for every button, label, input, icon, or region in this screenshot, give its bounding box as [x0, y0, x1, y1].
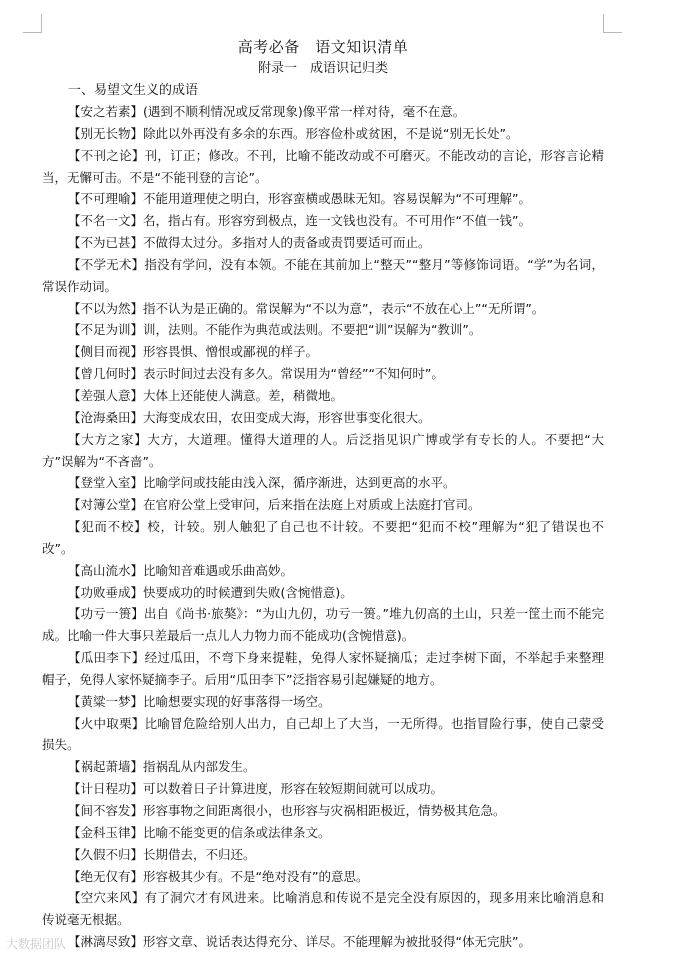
crop-mark-top-right: [603, 14, 622, 33]
idiom-entry: 【侧目而视】形容畏惧、憎恨或鄙视的样子。: [68, 344, 319, 360]
idiom-entry: 【空穴来风】有了洞穴才有风进来。比喻消息和传说不是完全没有原因的，现多用来比喻消息和传说毫无根据。: [42, 890, 604, 928]
idiom-entry: 【黄粱一梦】比喻想要实现的好事落得一场空。: [68, 693, 331, 709]
idiom-entry: 【不可理喻】不能用道理使之明白，形容蛮横或愚昧无知。容易误解为“不可理解”。: [68, 191, 531, 207]
idiom-entry: 【对簿公堂】在官府公堂上受审问，后来指在法庭上对质或上法庭打官司。: [68, 497, 481, 513]
idiom-entry: 【不刊之论】刊，订正；修改。不刊，比喻不能改动或不可磨灭。不能改动的言论，形容言论精当，无懈可击。不是“不能刊登的言论”。: [42, 147, 604, 185]
idiom-entry: 【祸起萧墙】指祸乱从内部发生。: [68, 759, 256, 775]
crop-mark-top-left: [23, 14, 42, 33]
idiom-entry: 【不以为然】指不认为是正确的。常误解为“不以为意”，表示“不放在心上”“无所谓”。: [68, 300, 545, 316]
idiom-entry: 【高山流水】比喻知音难遇或乐曲高妙。: [68, 562, 294, 578]
idiom-entry: 【金科玉律】比喻不能变更的信条或法律条文。: [68, 824, 331, 840]
idiom-entry: 【瓜田李下】经过瓜田，不弯下身来提鞋，免得人家怀疑摘瓜；走过李树下面，不举起手来整理帽子，免得人家怀疑摘李子。后用“瓜田李下”泛指容易引起嫌疑的地方。: [42, 650, 604, 687]
document-page: [42, 36, 604, 953]
watermark: 大数据团队: [6, 937, 67, 951]
idiom-entry: 【间不容发】形容事物之间距离很小，也形容与灾祸相距极近，情势极其危急。: [68, 803, 506, 818]
section-heading: 一、易望文生义的成语: [68, 83, 199, 98]
document-subtitle: 附录一 成语识记归类: [257, 61, 388, 76]
idiom-entry: 【功亏一篑】出自《尚书·旅獒》：“为山九仞，功亏一篑。”堆九仞高的土山，只差一筐土而不能完成。比喻一件大事只差最后一点儿人力物力而不能成功(含惋惜意)。: [42, 606, 604, 644]
idiom-entry: 【犯而不校】校，计较。别人触犯了自己也不计较。不要把“犯而不校”理解为“犯了错误也不改”。: [42, 519, 604, 556]
idiom-entry: 【计日程功】可以数着日子计算进度，形容在较短期间就可以成功。: [68, 781, 444, 797]
idiom-entry: 【不名一文】名，指占有。形容穷到极点，连一文钱也没有。不可用作“不值一钱”。: [68, 213, 531, 229]
idiom-entry: 【安之若素】(遇到不顺利情况或反常现象)像平常一样对待，毫不在意。: [68, 104, 466, 119]
idiom-entry: 【曾几何时】表示时间过去没有多久。常误用为“曾经”“不知何时”。: [68, 366, 444, 382]
idiom-entry: 【登堂入室】比喻学问或技能由浅入深，循序渐进，达到更高的水平。: [68, 475, 456, 491]
document-title: 高考必备 语文知识清单: [237, 38, 409, 56]
idiom-entry: 【久假不归】长期借去，不归还。: [68, 846, 256, 862]
idiom-entry: 【火中取栗】比喻冒危险给别人出力，自己却上了大当，一无所得。也指冒险行事，使自己蒙受损失。: [42, 715, 604, 753]
idiom-entry: 【不学无术】指没有学问，没有本领。不能在其前加上“整天”“整月”等修饰词语。“学”为名词，常误作动词。: [42, 256, 604, 294]
idiom-entry: 【淋漓尽致】形容文章、说话表达得充分、详尽。不能理解为被批驳得“体无完肤”。: [68, 934, 531, 950]
idiom-entry: 【不为已甚】不做得太过分。多指对人的责备或责罚要适可而止。: [68, 235, 431, 251]
idiom-entry: 【不足为训】训，法则。不能作为典范或法则。不要把“训”误解为“教训”。: [68, 322, 482, 338]
idiom-entry: 【沧海桑田】大海变成农田，农田变成大海，形容世事变化很大。: [68, 409, 431, 425]
idiom-entry: 【别无长物】除此以外再没有多余的东西。形容俭朴或贫困，不是说“别无长处”。: [68, 125, 519, 141]
idiom-entry: 【功败垂成】快要成功的时候遭到失败(含惋惜意)。: [68, 584, 353, 600]
idiom-entry: 【绝无仅有】形容极其少有。不是“绝对没有”的意思。: [68, 868, 369, 884]
idiom-entry: 【大方之家】大方，大道理。懂得大道理的人。后泛指见识广博或学有专长的人。不要把“大方”误解为“不吝啬”。: [42, 431, 604, 469]
idiom-list: [42, 101, 604, 953]
idiom-entry: 【差强人意】大体上还能使人满意。差，稍微地。: [68, 387, 344, 403]
